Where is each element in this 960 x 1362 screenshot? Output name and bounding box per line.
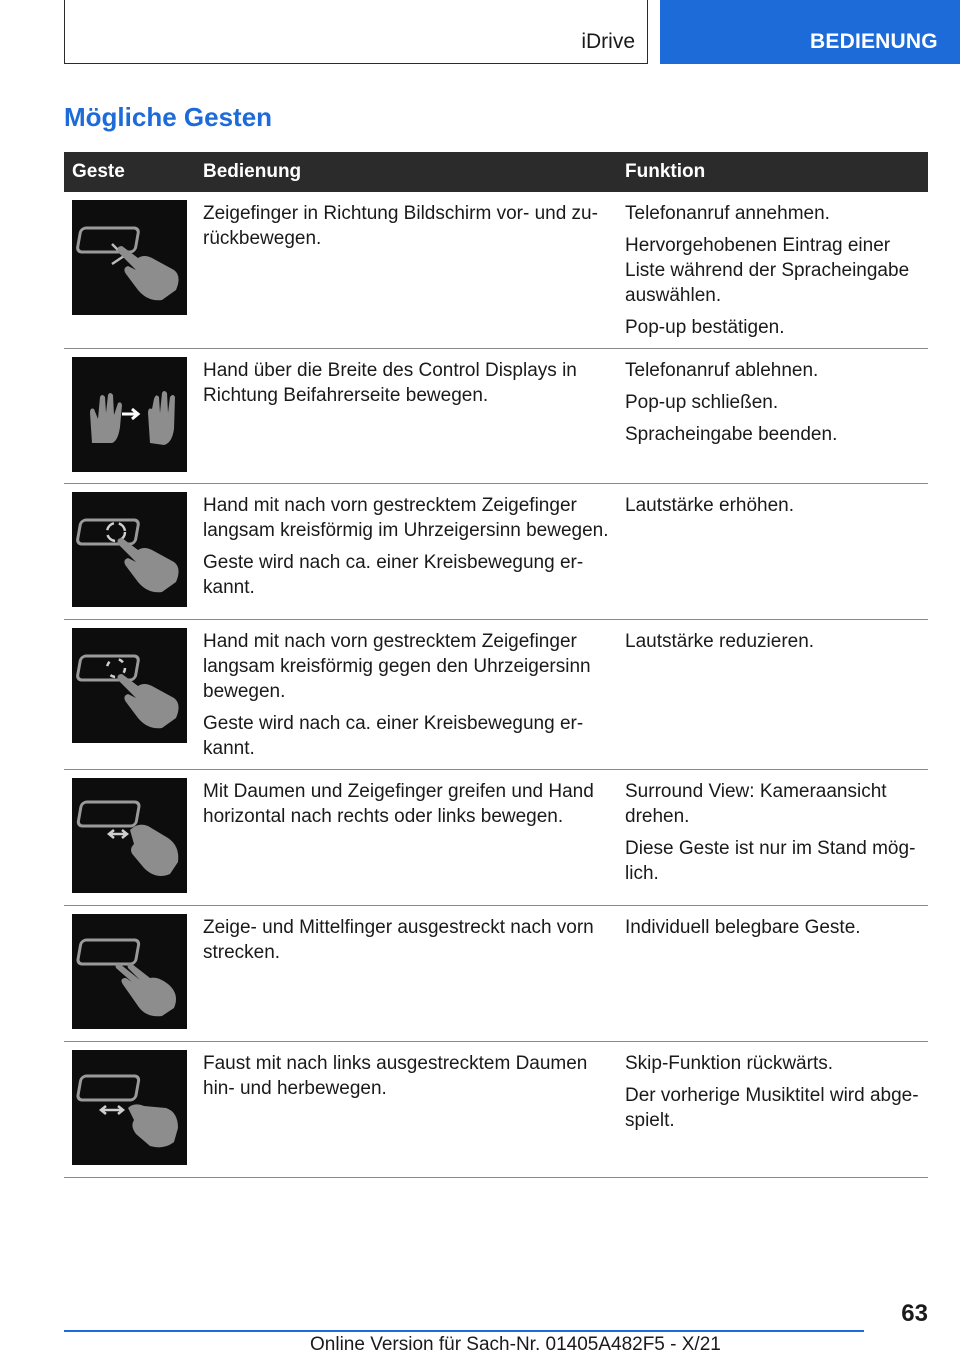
gesture-circle-clockwise-icon (72, 492, 187, 607)
row-3-bedienung-2: Geste wird nach ca. einer Kreisbewegung er-kannt. (203, 552, 584, 598)
footer-divider (64, 1330, 864, 1332)
column-header-bedienung: Bedienung (195, 152, 617, 192)
gesture-swipe-icon (72, 357, 187, 472)
row-4-bedienung-1: Hand mit nach vorn gestrecktem Zeigefinger langsam kreisförmig gegen den Uhrzeigersinn bewegen. (203, 631, 591, 702)
row-2-funktion-3: Spracheingabe beenden. (625, 424, 838, 445)
row-6-funktion-1: Individuell belegbare Geste. (625, 917, 861, 938)
header-chapter-tab (660, 0, 960, 64)
table-row (64, 484, 928, 620)
row-1-bedienung-1: Zeigefinger in Richtung Bildschirm vor- und zu-rückbewegen. (203, 203, 598, 249)
gesture-point-icon (72, 200, 187, 315)
row-2-bedienung-1: Hand über die Breite des Control Displays in Richtung Beifahrerseite bewegen. (203, 360, 577, 406)
table-row (64, 1042, 928, 1178)
page-number: 63 (901, 1300, 928, 1327)
gesture-two-fingers-icon (72, 914, 187, 1029)
table-row (64, 349, 928, 484)
row-7-funktion-1: Skip-Funktion rückwärts. (625, 1053, 834, 1074)
page-title: Mögliche Gesten (64, 102, 273, 132)
row-1-funktion-1: Telefonanruf annehmen. (625, 203, 830, 224)
row-4-bedienung-2: Geste wird nach ca. einer Kreisbewegung er-kannt. (203, 713, 584, 759)
gesture-circle-counterclockwise-icon (72, 628, 187, 743)
table-row (64, 192, 928, 349)
row-7-funktion-2: Der vorherige Musiktitel wird abge-spielt. (625, 1085, 919, 1131)
row-2-funktion-2: Pop-up schließen. (625, 392, 779, 413)
footer-text: Online Version für Sach-Nr. 01405A482F5 - X/21 (310, 1334, 721, 1355)
row-5-funktion-1: Surround View: Kameraansicht drehen. (625, 781, 887, 827)
table-header-row (64, 152, 928, 192)
table-row (64, 620, 928, 770)
header-section-box (64, 0, 648, 64)
column-header-geste: Geste (64, 152, 195, 192)
row-5-funktion-2: Diese Geste ist nur im Stand mög-lich. (625, 838, 916, 884)
row-1-funktion-2: Hervorgehobenen Eintrag einer Liste während der Spracheingabe auswählen. (625, 235, 910, 306)
row-2-funktion-1: Telefonanruf ablehnen. (625, 360, 819, 381)
row-3-funktion-1: Lautstärke erhöhen. (625, 495, 795, 516)
column-header-funktion: Funktion (617, 152, 928, 192)
gesture-thumb-back-icon (72, 1050, 187, 1165)
gesture-pinch-rotate-icon (72, 778, 187, 893)
gesture-table (64, 152, 928, 1178)
row-1-funktion-3: Pop-up bestätigen. (625, 317, 785, 338)
row-4-funktion-1: Lautstärke reduzieren. (625, 631, 815, 652)
header-chapter-label: BEDIENUNG (810, 30, 938, 53)
row-7-bedienung-1: Faust mit nach links ausgestrecktem Daumen hin- und herbewegen. (203, 1053, 588, 1099)
table-row (64, 906, 928, 1042)
header-section-label: iDrive (581, 30, 635, 53)
table-row (64, 770, 928, 906)
row-6-bedienung-1: Zeige- und Mittelfinger ausgestreckt nach vorn strecken. (203, 917, 594, 963)
row-5-bedienung-1: Mit Daumen und Zeigefinger greifen und Hand horizontal nach rechts oder links bewegen. (203, 781, 594, 827)
row-3-bedienung-1: Hand mit nach vorn gestrecktem Zeigefinger langsam kreisförmig im Uhrzeigersinn bewegen. (203, 495, 609, 541)
